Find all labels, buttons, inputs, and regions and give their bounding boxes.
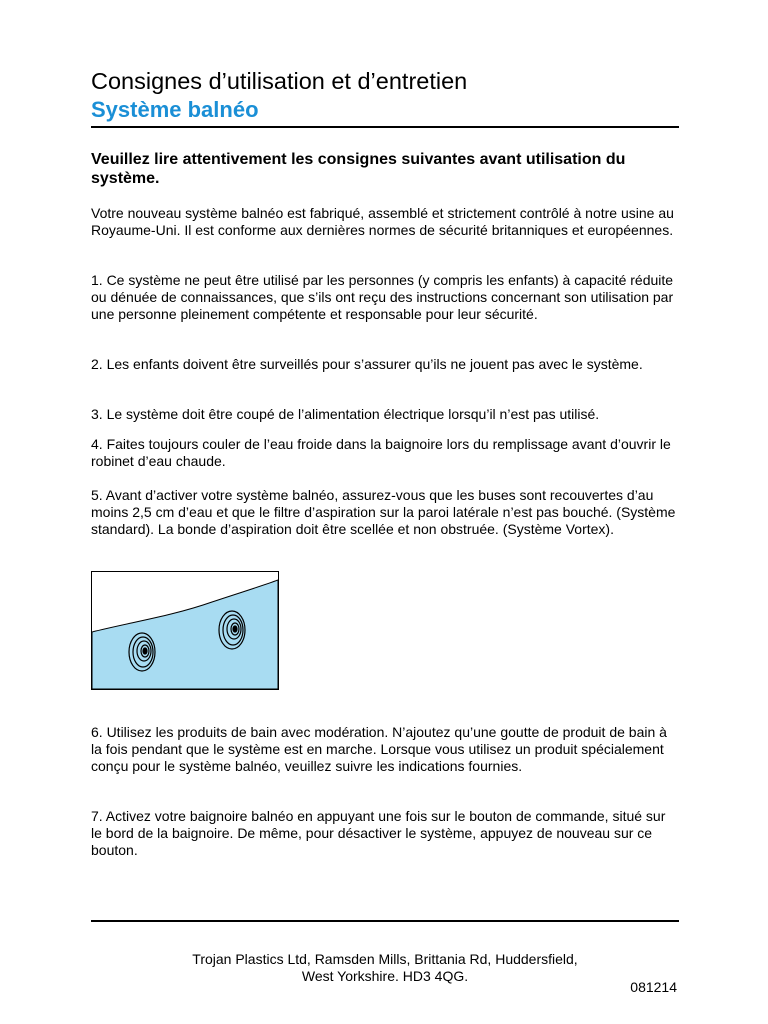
footer-divider [91, 920, 679, 922]
footer-address [91, 951, 679, 984]
header-divider [91, 126, 679, 128]
intro-heading: Veuillez lire attentivement les consignes suivantes avant utilisation du système. [91, 151, 626, 187]
bath-jets-underwater-icon [91, 571, 279, 690]
instruction-4: 4. Faites toujours couler de l’eau froide dans la baignoire lors du remplissage avant d’ouvrir le robinet d’eau chaude. [91, 436, 671, 469]
page-title: Consignes d’utilisation et d’entretien [91, 68, 468, 94]
instruction-3: 3. Le système doit être coupé de l’alimentation électrique lorsqu’il n’est pas utilisé. [91, 406, 600, 422]
footer-address-line-2: West Yorkshire. HD3 4QG. [301, 967, 469, 984]
document-code: 081214 [630, 979, 677, 995]
instruction-2: 2. Les enfants doivent être surveillés pour s’assurer qu’ils ne jouent pas avec le système. [91, 356, 643, 372]
instruction-7: 7. Activez votre baignoire balnéo en appuyant une fois sur le bouton de commande, situé sur le bord de la baignoire. De même, pour désactiver le système, appuyez de nouveau sur ce bouton. [91, 808, 666, 858]
intro-paragraph: Votre nouveau système balnéo est fabriqué, assemblé et strictement contrôlé à notre usine au Royaume-Uni. Il est conforme aux dernières normes de sécurité britanniques et européennes. [91, 205, 674, 238]
footer-address-line-1: Trojan Plastics Ltd, Ramsden Mills, Brittania Rd, Huddersfield, [192, 951, 578, 967]
document-page [91, 66, 679, 995]
page-subtitle: Système balnéo [91, 97, 259, 122]
water-area [92, 580, 278, 689]
instruction-1: 1. Ce système ne peut être utilisé par les personnes (y compris les enfants) à capacité réduite ou dénuée de connaissances, que s’ils ont reçu des instructions concernant son utilisation par une personne pleinement compétente et responsable pour leur sécurité. [91, 272, 674, 322]
instruction-5: 5. Avant d’activer votre système balnéo, assurez-vous que les buses sont recouvertes d’au moins 2,5 cm d’eau et que le filtre d’aspiration sur la paroi latérale n’est pas bouché. (Système standard). La bonde d’aspiration doit être scellée et non obstruée. (Système Vortex). [91, 487, 676, 537]
instruction-6: 6. Utilisez les produits de bain avec modération. N’ajoutez qu’une goutte de produit de bain à la fois pendant que le système est en marche. Lorsque vous utilisez un produit spécialement conçu pour le système balnéo, veuillez suivre les indications fournies. [91, 724, 667, 774]
